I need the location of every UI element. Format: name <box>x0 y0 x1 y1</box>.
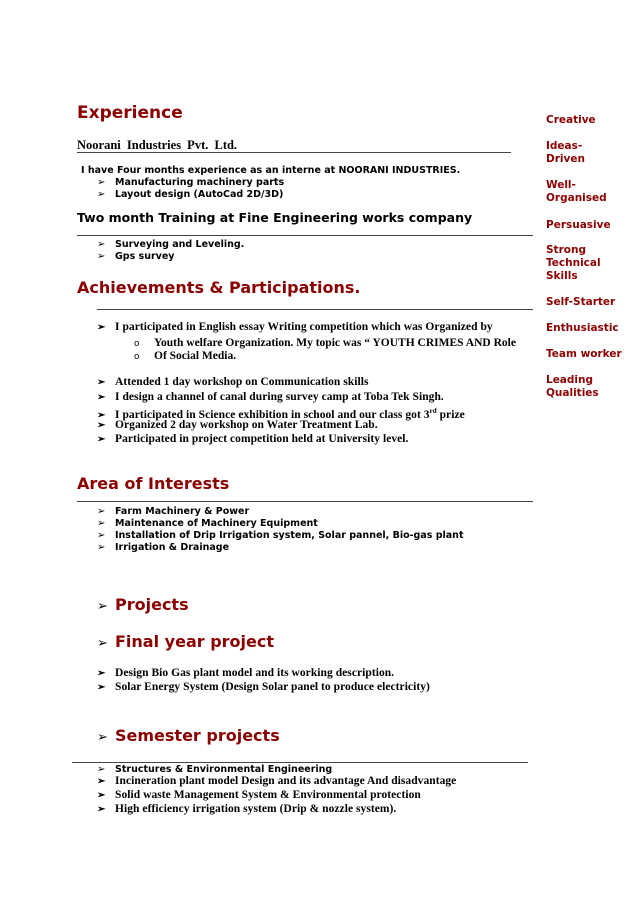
interest-item: ➢ Farm Machinery & Power <box>97 506 250 517</box>
arrow-bullet-icon: ➢ <box>97 804 106 815</box>
company-rule <box>77 152 511 153</box>
arrow-bullet-icon: ➢ <box>97 392 106 403</box>
arrow-bullet-icon: ➢ <box>97 434 106 445</box>
final-project-item: ➢ Solar Energy System (Design Solar panel to produce electricity) <box>97 681 430 693</box>
quality-leading-qualities: Leading Qualities <box>546 374 599 399</box>
achievement-item: ➢ Participated in project competition held at University level. <box>97 433 409 445</box>
semester-rule <box>72 762 528 763</box>
experience-intro: I have Four months experience as an interne at NOORANI INDUSTRIES. <box>81 165 461 176</box>
achievements-heading: Achievements & Participations. <box>77 278 361 297</box>
interest-item: ➢ Installation of Drip Irrigation system, Solar pannel, Bio-gas plant <box>97 530 464 541</box>
quality-persuasive: Persuasive <box>546 219 611 231</box>
achievement-item: ➢ I participated in English essay Writing competition which was Organized by <box>97 321 493 333</box>
arrow-bullet-icon: ➢ <box>97 599 108 614</box>
arrow-bullet-icon: ➢ <box>97 251 106 262</box>
training-rule <box>77 235 533 236</box>
semester-project-item: ➢ Structures & Environmental Engineering <box>97 764 333 775</box>
experience-heading: Experience <box>77 103 183 123</box>
interest-item: ➢ Irrigation & Drainage <box>97 542 230 553</box>
interest-item: ➢ Maintenance of Machinery Equipment <box>97 518 318 529</box>
semester-projects-heading: ➢ Semester projects <box>97 726 280 745</box>
circle-bullet-icon: o <box>134 339 140 349</box>
achievement-item: ➢ I participated in Science exhibition in school and our class got 3rd prize <box>97 407 465 421</box>
semester-project-item: ➢ Incineration plant model Design and its advantage And disadvantage <box>97 775 457 787</box>
arrow-bullet-icon: ➢ <box>97 764 106 775</box>
training-title: Two month Training at Fine Engineering works company <box>77 210 473 225</box>
arrow-bullet-icon: ➢ <box>97 636 108 651</box>
arrow-bullet-icon: ➢ <box>97 542 106 553</box>
circle-bullet-icon: o <box>134 352 140 362</box>
quality-strong-technical-skills: Strong Technical Skills <box>546 244 601 282</box>
quality-enthusiastic: Enthusiastic <box>546 322 619 334</box>
quality-team-worker: Team worker <box>546 348 622 360</box>
final-project-item: ➢ Design Bio Gas plant model and its working description. <box>97 667 395 679</box>
arrow-bullet-icon: ➢ <box>97 530 106 541</box>
arrow-bullet-icon: ➢ <box>97 189 106 200</box>
arrow-bullet-icon: ➢ <box>97 730 108 745</box>
experience-item: ➢ Manufacturing machinery parts <box>97 177 285 188</box>
arrow-bullet-icon: ➢ <box>97 239 106 250</box>
company-name: Noorani Industries Pvt. Ltd. <box>77 138 238 152</box>
semester-project-item: ➢ High efficiency irrigation system (Drip & nozzle system). <box>97 803 397 815</box>
arrow-bullet-icon: ➢ <box>97 518 106 529</box>
quality-creative: Creative <box>546 114 596 126</box>
experience-item: ➢ Layout design (AutoCad 2D/3D) <box>97 189 284 200</box>
arrow-bullet-icon: ➢ <box>97 409 106 421</box>
achievement-item: ➢ Attended 1 day workshop on Communication skills <box>97 376 369 388</box>
arrow-bullet-icon: ➢ <box>97 668 106 679</box>
achievement-item: ➢ Organized 2 day workshop on Water Treatment Lab. <box>97 419 378 431</box>
arrow-bullet-icon: ➢ <box>97 682 106 693</box>
arrow-bullet-icon: ➢ <box>97 377 106 388</box>
training-item: ➢ Gps survey <box>97 251 175 262</box>
achievement-subitem: o Of Social Media. <box>134 350 237 362</box>
training-item: ➢ Surveying and Leveling. <box>97 239 245 250</box>
arrow-bullet-icon: ➢ <box>97 506 106 517</box>
arrow-bullet-icon: ➢ <box>97 177 106 188</box>
achievement-subitem: o Youth welfare Organization. My topic was “ YOUTH CRIMES AND Role <box>134 337 516 349</box>
arrow-bullet-icon: ➢ <box>97 420 106 431</box>
interests-rule <box>77 501 533 502</box>
arrow-bullet-icon: ➢ <box>97 776 106 787</box>
quality-well-organised: Well- Organised <box>546 179 607 204</box>
projects-heading: ➢ Projects <box>97 595 189 614</box>
semester-project-item: ➢ Solid waste Management System & Environmental protection <box>97 789 421 801</box>
achievements-rule <box>97 309 533 310</box>
achievement-item: ➢ I design a channel of canal during survey camp at Toba Tek Singh. <box>97 391 444 403</box>
final-project-heading: ➢ Final year project <box>97 632 274 651</box>
quality-ideas-driven: Ideas- Driven <box>546 140 585 165</box>
interests-heading: Area of Interests <box>77 474 230 493</box>
quality-self-starter: Self-Starter <box>546 296 616 308</box>
arrow-bullet-icon: ➢ <box>97 790 106 801</box>
arrow-bullet-icon: ➢ <box>97 322 106 333</box>
